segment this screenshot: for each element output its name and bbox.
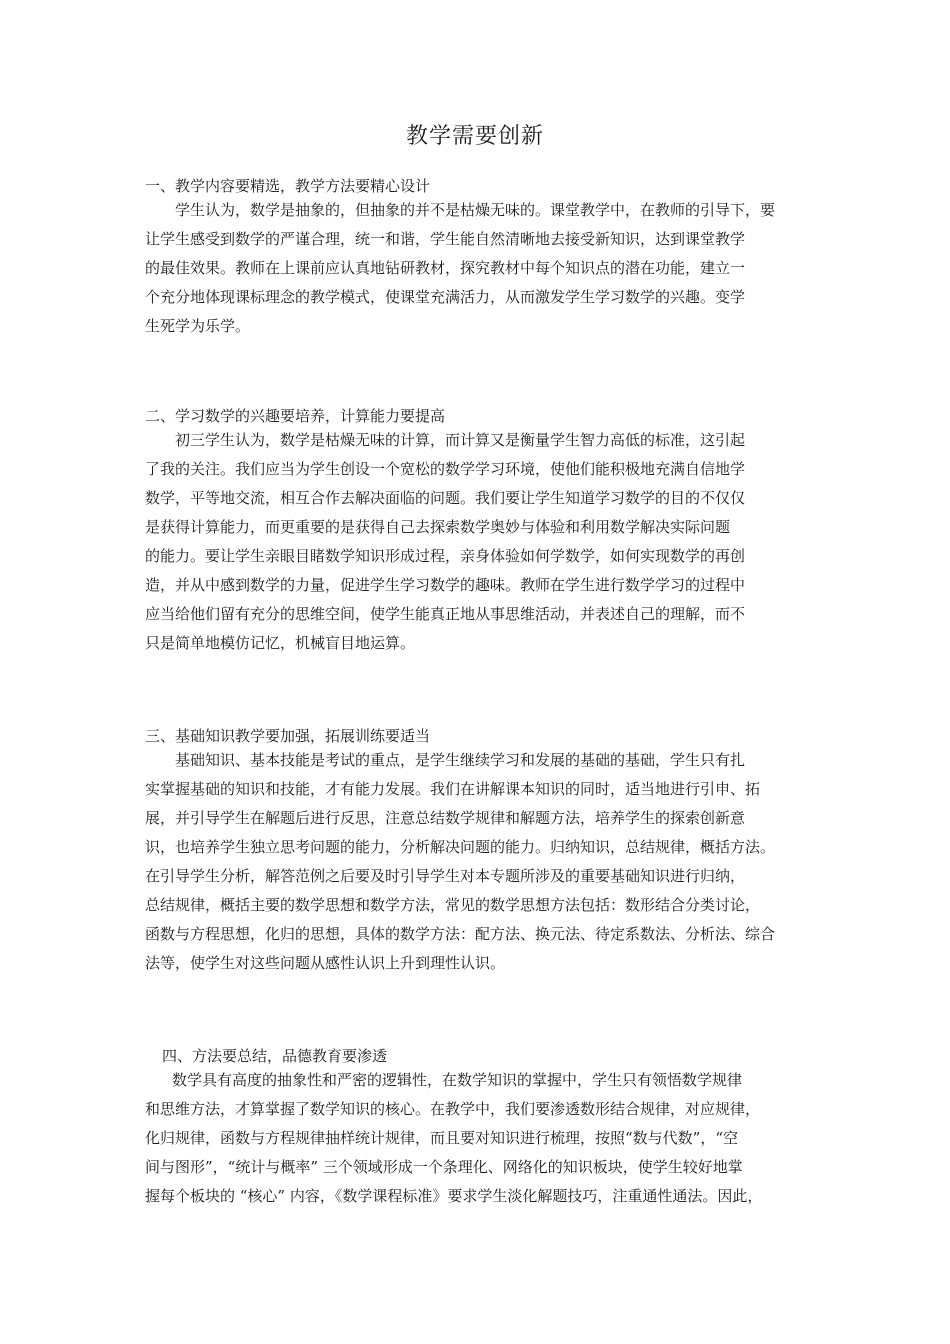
paragraph-line: 生死学为乐学。 — [145, 317, 251, 335]
section-3 — [145, 726, 813, 978]
paragraph-line: 函数与方程思想，化归的思想，具体的数学方法：配方法、换元法、待定系数法、分析法、综合 — [145, 925, 776, 943]
paragraph-line: 实掌握基础的知识和技能，才有能力发展。我们在讲解课本知识的同时，适当地进行引申、拓 — [145, 780, 761, 798]
section-heading: 三、基础知识教学要加强，拓展训练要适当 — [145, 727, 431, 745]
page-title: 教学需要创新 — [405, 124, 544, 149]
section-4 — [145, 1046, 813, 1211]
paragraph-line: 展，并引导学生在解题后进行反思，注意总结数学规律和解题方法，培养学生的探索创新意 — [145, 809, 746, 827]
paragraph-line: 只是简单地模仿记忆，机械盲目地运算。 — [145, 634, 416, 652]
paragraph-line: 让学生感受到数学的严谨合理，统一和谐，学生能自然清晰地去接受新知识，达到课堂教学 — [145, 230, 746, 248]
paragraph-line: 学生认为，数学是抽象的，但抽象的并不是枯燥无味的。课堂教学中，在教师的引导下，要 — [175, 201, 776, 219]
paragraph-line: 总结规律，概括主要的数学思想和数学方法，常见的数学思想方法包括：数形结合分类讨论， — [145, 896, 761, 914]
paragraph-line: 造，并从中感到数学的力量，促进学生学习数学的趣味。教师在学生进行数学学习的过程中 — [145, 576, 746, 594]
paragraph-line: 个充分地体现课标理念的教学模式，使课堂充满活力，从而激发学生学习数学的兴趣。变学 — [145, 288, 746, 306]
paragraph-line: 化归规律，函数与方程规律抽样统计规律，而且要对知识进行梳理，按照“数与代数”，“空 — [145, 1129, 739, 1147]
paragraph — [145, 1066, 813, 1211]
paragraph — [145, 746, 813, 978]
paragraph-line: 初三学生认为，数学是枯燥无味的计算，而计算又是衡量学生智力高低的标准，这引起 — [175, 431, 746, 449]
paragraph-line: 了我的关注。我们应当为学生创设一个宽松的数学学习环境，使他们能积极地充满自信地学 — [145, 460, 746, 478]
paragraph-line: 是获得计算能力，而更重要的是获得自己去探索数学奥妙与体验和利用数学解决实际问题 — [145, 518, 731, 536]
paragraph — [145, 426, 813, 658]
paragraph-line: 数学具有高度的抽象性和严密的逻辑性，在数学知识的掌握中，学生只有领悟数学规律 — [172, 1071, 743, 1089]
section-heading: 一、教学内容要精选，教学方法要精心设计 — [145, 177, 431, 195]
paragraph-line: 识，也培养学生独立思考问题的能力，分析解决问题的能力。归纳知识，总结规律，概括方法。 — [145, 838, 776, 856]
paragraph-line: 和思维方法，才算掌握了数学知识的核心。在教学中，我们要渗透数形结合规律，对应规律， — [145, 1100, 761, 1118]
paragraph-line: 间与图形”，“统计与概率” 三个领域形成一个条理化、网络化的知识板块，使学生较好地掌 — [145, 1158, 743, 1176]
paragraph-line: 法等，使学生对这些问题从感性认识上升到理性认识。 — [145, 954, 506, 972]
paragraph-line: 握每个板块的 “核心” 内容，《数学课程标准》要求学生淡化解题技巧，注重通性通法。因此， — [145, 1187, 763, 1205]
section-1 — [145, 176, 813, 341]
section-heading: 二、学习数学的兴趣要培养，计算能力要提高 — [145, 407, 446, 425]
paragraph-line: 基础知识、基本技能是考试的重点，是学生继续学习和发展的基础的基础，学生只有扎 — [175, 751, 746, 769]
paragraph — [145, 196, 813, 341]
section-2 — [145, 406, 813, 658]
paragraph-line: 在引导学生分析，解答范例之后要及时引导学生对本专题所涉及的重要基础知识进行归纳， — [145, 867, 746, 885]
paragraph-line: 数学，平等地交流，相互合作去解决面临的问题。我们要让学生知道学习数学的目的不仅仅 — [145, 489, 746, 507]
paragraph-line: 应当给他们留有充分的思维空间，使学生能真正地从事思维活动，并表述自己的理解，而不 — [145, 605, 746, 623]
paragraph-line: 的能力。要让学生亲眼目睹数学知识形成过程，亲身体验如何学数学，如何实现数学的再创 — [145, 547, 746, 565]
section-heading: 四、方法要总结，品德教育要渗透 — [162, 1047, 388, 1065]
paragraph-line: 的最佳效果。教师在上课前应认真地钻研教材，探究教材中每个知识点的潜在功能，建立一 — [145, 259, 746, 277]
